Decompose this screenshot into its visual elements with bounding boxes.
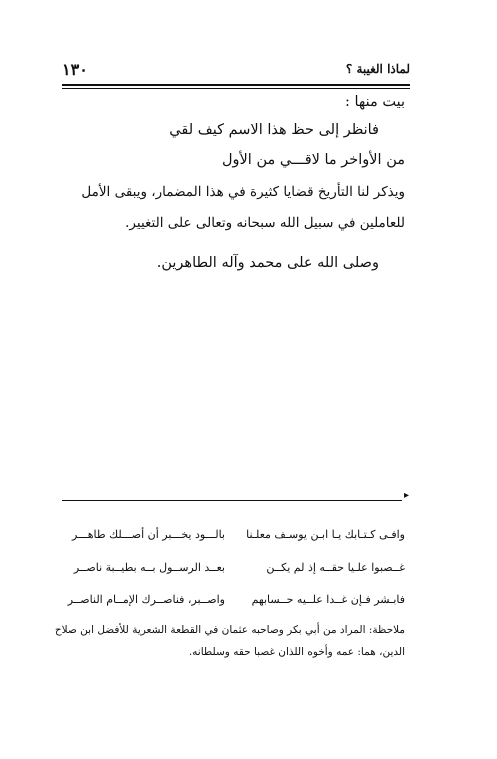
poem-verse-2: من الأواخر ما لاقـــي من الأول (222, 152, 405, 168)
poem-verse-1: فانظر إلى حظ هذا الاسم كيف لقي (169, 122, 379, 138)
page-header (62, 60, 410, 82)
footnote-rule (62, 500, 402, 501)
page-number: ١٣٠ (62, 60, 88, 79)
intro-line: بيت منها : (345, 94, 405, 110)
paragraph-line-2: للعاملين في سبيل الله سبحانه وتعالى على التغيير. (125, 215, 405, 231)
footnote-marker: ▸ (404, 490, 410, 501)
footnote-verse-2-right: غــصبوا علـيا حقــه إذ لم يكــن (266, 561, 405, 574)
paragraph-line-1: ويذكر لنا التأريخ قضايا كثيرة في هذا المضمار، ويبقى الأمل (81, 184, 405, 200)
closing-line: وصلى الله على محمد وآله الطاهرين. (156, 255, 379, 271)
header-rule (62, 84, 410, 86)
footnote-note-line-2: الدين، هما: عمه وأخوه اللذان غصبا حقه وسلطانه. (188, 646, 405, 658)
footnote-verse-1-left: بالـــود يخـــبر أن أصـــلك طاهـــر (72, 528, 225, 541)
footnote-verse-3-right: فابـشر فـإن غــدا علــيه حــسابهم (251, 593, 405, 606)
running-title: لماذا الغيبة ؟ (345, 62, 410, 76)
footnote-verse-3-left: واصــبر، فناصــرك الإمــام الناصــر (67, 593, 225, 606)
footnote-verse-1-right: وافـى كـتـابك يـا ابـن يوسـف معلـنا (246, 528, 405, 541)
footnote-note-line-1: ملاحظة: المراد من أبي بكر وصاحبه عثمان في القطعة الشعرية للأفضل ابن صلاح (54, 624, 405, 636)
footnote-verse-2-left: بعــد الرســول بــه بطيــبة ناصــر (73, 561, 225, 574)
header-rule-thin (62, 88, 410, 89)
